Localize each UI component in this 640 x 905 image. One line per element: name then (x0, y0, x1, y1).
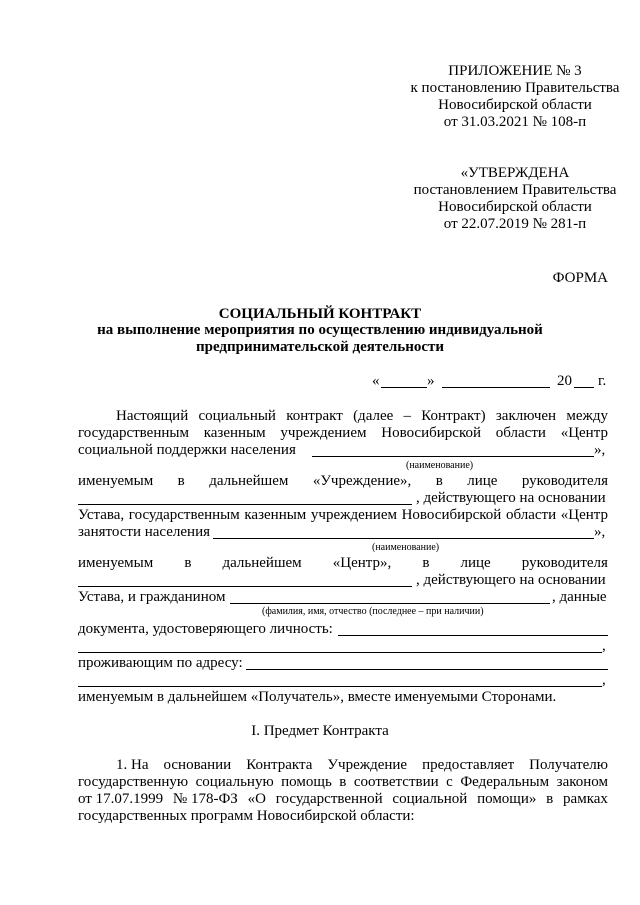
word: именуемым (78, 555, 154, 571)
acting-basis-text-1: , действующего на основании (416, 490, 606, 506)
date-year-suffix: г. (598, 373, 607, 389)
appendix-line2: Новосибирской области (438, 97, 592, 113)
line-end-punct: , (602, 672, 606, 688)
word: законом (556, 774, 608, 790)
word: лице (460, 555, 491, 571)
word: между (566, 408, 608, 424)
contract-intro-line8 (78, 555, 608, 572)
word: Получателю (529, 757, 608, 773)
word: государственную (78, 774, 189, 790)
word: в (546, 791, 554, 807)
contract-intro-line1 (116, 408, 608, 425)
employment-center-name-field[interactable] (213, 538, 594, 539)
form-label: ФОРМА (552, 270, 608, 286)
contract-intro-line15: именуемым в дальнейшем «Получатель», вместе именуемыми Сторонами. (78, 689, 557, 705)
approved-line1: постановлением Правительства (413, 182, 617, 198)
word: социальную (195, 774, 274, 790)
section-1-title: I. Предмет Контракта (251, 723, 389, 739)
word: именуемым (78, 473, 154, 489)
word: государственной (275, 791, 383, 807)
document-subtitle-2: предпринимательской деятельности (195, 339, 445, 355)
word: в (184, 555, 192, 571)
address-field[interactable] (246, 669, 608, 670)
word: «Центр (560, 425, 608, 441)
word: дальнейшем (209, 473, 289, 489)
line-end-punct: », (594, 524, 606, 540)
document-subtitle-1: на выполнение мероприятия по осуществлению индивидуальной (97, 322, 543, 338)
appendix-block (390, 63, 640, 131)
date-month-field[interactable] (442, 387, 550, 388)
word: «Центр», (332, 555, 392, 571)
word: «Учреждение», (312, 473, 412, 489)
word: в (422, 555, 430, 571)
word: дальнейшем (222, 555, 302, 571)
approved-line3: от 22.07.2019 № 281-п (443, 216, 587, 232)
contract-intro-line4 (78, 473, 608, 490)
date-open-quote: « (372, 373, 380, 389)
approved-title: «УТВЕРЖДЕНА (460, 165, 570, 181)
word: Федеральным (460, 774, 550, 790)
appendix-line3: от 31.03.2021 № 108-п (443, 114, 587, 130)
id-document-field[interactable] (338, 635, 608, 636)
word: контракт (286, 408, 343, 424)
section-1-line3 (78, 791, 608, 808)
line-end-punct: », (594, 442, 606, 458)
word: руководителя (521, 473, 608, 489)
word: основании (163, 757, 232, 773)
address-label: проживающим по адресу: (78, 655, 243, 671)
word: Учреждение (327, 757, 408, 773)
section-1-line4: государственных программ Новосибирской области: (78, 808, 415, 824)
contract-intro-line6: Устава, государственным казенным учреждением Новосибирской области «Центр (78, 507, 608, 523)
section-1-line1 (116, 757, 608, 774)
word: Новосибирской (381, 425, 481, 441)
word: в (435, 473, 443, 489)
name-caption-1: (наименование) (406, 460, 474, 471)
word: (далее (353, 408, 394, 424)
word: – (403, 408, 412, 424)
appendix-line1: к постановлению Правительства (410, 80, 620, 96)
id-document-field-cont[interactable] (78, 652, 602, 653)
center-head-field[interactable] (78, 586, 412, 587)
data-text: , данные (552, 589, 607, 605)
word: Контракта (246, 757, 313, 773)
section-1-line2 (78, 774, 608, 791)
word: руководителя (521, 555, 608, 571)
word: предоставляет (422, 757, 515, 773)
word: соответствии (353, 774, 439, 790)
contract-intro-line2 (78, 425, 608, 442)
date-year-field[interactable] (574, 387, 594, 388)
word: от 17.07.1999 (78, 791, 164, 807)
word: помощь (281, 774, 332, 790)
name-caption-2: (наименование) (372, 542, 440, 553)
word: заключен (495, 408, 557, 424)
word: 1. На (116, 757, 149, 773)
address-field-cont[interactable] (78, 686, 602, 687)
id-document-label: документа, удостоверяющего личность: (78, 621, 333, 637)
employment-center-label: занятости населения (78, 524, 211, 540)
social-support-center-name-field[interactable] (312, 456, 594, 457)
word: социальный (198, 408, 276, 424)
word: Контракт) (421, 408, 486, 424)
word: лице (467, 473, 498, 489)
date-close-quote: » (427, 373, 435, 389)
word: социальной (392, 791, 468, 807)
approved-block (390, 165, 640, 233)
approved-line2: Новосибирской области (438, 199, 592, 215)
word: в (177, 473, 185, 489)
fio-caption: (фамилия, имя, отчество (последнее – при наличии) (262, 606, 484, 617)
word: с (446, 774, 453, 790)
word: учреждением (280, 425, 367, 441)
citizen-fio-field[interactable] (230, 603, 550, 604)
citizen-label: Устава, и гражданином (78, 589, 226, 605)
institution-head-field[interactable] (78, 504, 412, 505)
word: № 178-ФЗ (172, 791, 238, 807)
line-end-punct: , (602, 638, 606, 654)
acting-basis-text-2: , действующего на основании (416, 572, 606, 588)
word: области (495, 425, 546, 441)
word: Настоящий (116, 408, 189, 424)
word: «О (247, 791, 266, 807)
word: казенным (203, 425, 266, 441)
appendix-title: ПРИЛОЖЕНИЕ № 3 (448, 63, 582, 79)
document-title: СОЦИАЛЬНЫЙ КОНТРАКТ (218, 306, 422, 322)
word: в (339, 774, 347, 790)
date-day-field[interactable] (381, 387, 427, 388)
word: помощи» (477, 791, 537, 807)
word: государственным (78, 425, 189, 441)
date-year-prefix: 20 (557, 373, 572, 389)
word: рамках (563, 791, 608, 807)
social-support-center-label: социальной поддержки населения (78, 442, 296, 458)
